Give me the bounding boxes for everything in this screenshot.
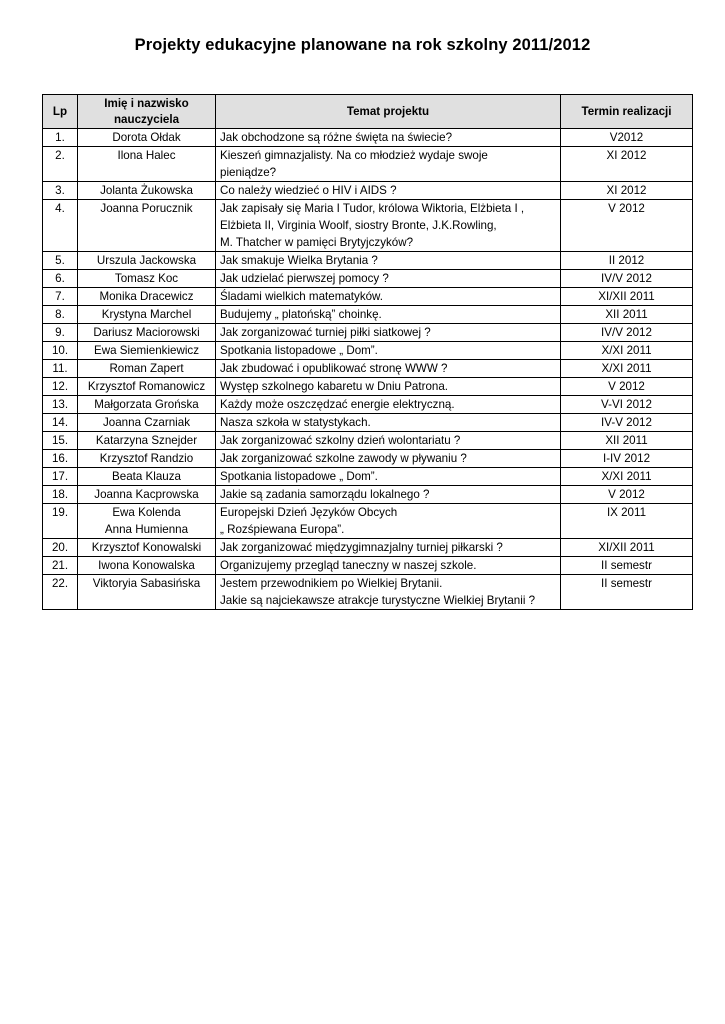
project-topic-line: Jak zorganizować międzygimnazjalny turniej piłkarski ?: [220, 541, 503, 554]
table-row: [43, 129, 693, 147]
header-lp: Lp: [43, 95, 78, 129]
row-number: 3.: [43, 182, 78, 200]
row-number: 20.: [43, 539, 78, 557]
project-topic-line: Jakie są zadania samorządu lokalnego ?: [220, 488, 430, 501]
teacher-name: Joanna Kacprowska: [94, 488, 199, 501]
table-row: [43, 288, 693, 306]
project-topic-cell: [216, 450, 561, 468]
teacher-name-cell: [78, 575, 216, 610]
project-topic-line: Nasza szkoła w statystykach.: [220, 416, 371, 429]
row-number: 2.: [43, 147, 78, 182]
project-topic-cell: [216, 504, 561, 539]
term-cell: XII 2011: [561, 432, 693, 450]
table-row: [43, 414, 693, 432]
row-number: 21.: [43, 557, 78, 575]
teacher-name-cell: [78, 468, 216, 486]
project-topic-line: Jestem przewodnikiem po Wielkiej Brytanii.: [220, 577, 443, 590]
table-row: [43, 504, 693, 539]
project-topic-line: Spotkania listopadowe „ Dom”.: [220, 344, 378, 357]
project-topic-cell: [216, 468, 561, 486]
project-topic-line: Występ szkolnego kabaretu w Dniu Patrona.: [220, 380, 449, 393]
project-topic-cell: [216, 414, 561, 432]
term-cell: IX 2011: [561, 504, 693, 539]
row-number: 14.: [43, 414, 78, 432]
row-number: 7.: [43, 288, 78, 306]
project-topic-cell: [216, 575, 561, 610]
teacher-name: Krystyna Marchel: [101, 308, 192, 321]
project-topic-cell: [216, 557, 561, 575]
project-topic-line: M. Thatcher w pamięci Brytyjczyków?: [220, 236, 414, 249]
project-topic-line: Każdy może oszczędzać energie elektryczną.: [220, 398, 455, 411]
teacher-name-cell: [78, 486, 216, 504]
project-topic-cell: [216, 252, 561, 270]
header-project-topic: Temat projektu: [216, 95, 561, 129]
page-title: Projekty edukacyjne planowane na rok szkolny 2011/2012: [134, 36, 591, 54]
teacher-name: Ewa Siemienkiewicz: [93, 344, 200, 357]
row-number: 6.: [43, 270, 78, 288]
teacher-name: Katarzyna Sznejder: [95, 434, 198, 447]
teacher-name: Urszula Jackowska: [96, 254, 197, 267]
table-row: [43, 324, 693, 342]
term-cell: XI 2012: [561, 182, 693, 200]
row-number: 15.: [43, 432, 78, 450]
row-number: 12.: [43, 378, 78, 396]
teacher-name: Ilona Halec: [117, 149, 176, 162]
term-cell: V-VI 2012: [561, 396, 693, 414]
teacher-name: Jolanta Żukowska: [100, 184, 193, 197]
table-row: [43, 557, 693, 575]
teacher-name-cell: [78, 378, 216, 396]
teacher-name-cell: [78, 557, 216, 575]
term-cell: IV-V 2012: [561, 414, 693, 432]
term-cell: IV/V 2012: [561, 270, 693, 288]
teacher-name: Viktoryia Sabasińska: [92, 577, 201, 590]
term-cell: X/XI 2011: [561, 360, 693, 378]
row-number: 16.: [43, 450, 78, 468]
row-number: 9.: [43, 324, 78, 342]
term-cell: X/XI 2011: [561, 468, 693, 486]
term-cell: X/XI 2011: [561, 342, 693, 360]
table-body: [43, 129, 693, 610]
table-row: [43, 486, 693, 504]
project-topic-line: Jak obchodzone są różne święta na świecie?: [220, 131, 453, 144]
teacher-name-cell: [78, 414, 216, 432]
teacher-name: Krzysztof Randzio: [99, 452, 194, 465]
project-topic-line: Jak udzielać pierwszej pomocy ?: [220, 272, 389, 285]
teacher-name-cell: [78, 270, 216, 288]
project-topic-line: Kieszeń gimnazjalisty. Na co młodzież wydaje swoje: [220, 149, 488, 162]
teacher-name: Joanna Czarniak: [102, 416, 190, 429]
project-topic-line: Jakie są najciekawsze atrakcje turystyczne Wielkiej Brytanii ?: [220, 594, 536, 607]
row-number: 4.: [43, 200, 78, 252]
teacher-name-cell: [78, 129, 216, 147]
project-topic-cell: [216, 486, 561, 504]
row-number: 8.: [43, 306, 78, 324]
teacher-name-cell: [78, 182, 216, 200]
project-topic-line: Jak smakuje Wielka Brytania ?: [220, 254, 378, 267]
row-number: 19.: [43, 504, 78, 539]
term-cell: II semestr: [561, 575, 693, 610]
teacher-name-cell: [78, 252, 216, 270]
project-topic-line: Elżbieta II, Virginia Woolf, siostry Bronte, J.K.Rowling,: [220, 219, 497, 232]
row-number: 5.: [43, 252, 78, 270]
project-topic-cell: [216, 378, 561, 396]
term-cell: XII 2011: [561, 306, 693, 324]
project-topic-line: „ Rozśpiewana Europa”.: [220, 523, 345, 536]
term-cell: XI/XII 2011: [561, 288, 693, 306]
term-cell: V 2012: [561, 486, 693, 504]
row-number: 10.: [43, 342, 78, 360]
project-topic-cell: [216, 324, 561, 342]
project-topic-cell: [216, 270, 561, 288]
row-number: 17.: [43, 468, 78, 486]
teacher-name: Anna Humienna: [104, 523, 189, 536]
term-cell: IV/V 2012: [561, 324, 693, 342]
project-topic-cell: [216, 360, 561, 378]
project-topic-cell: [216, 288, 561, 306]
table-row: [43, 252, 693, 270]
table-row: [43, 575, 693, 610]
row-number: 22.: [43, 575, 78, 610]
project-topic-line: Śladami wielkich matematyków.: [220, 290, 384, 303]
project-topic-line: pieniądze?: [220, 166, 277, 179]
term-cell: II 2012: [561, 252, 693, 270]
teacher-name: Krzysztof Konowalski: [91, 541, 202, 554]
teacher-name-cell: [78, 504, 216, 539]
term-cell: XI/XII 2011: [561, 539, 693, 557]
teacher-name: Monika Dracewicz: [99, 290, 194, 303]
teacher-name-cell: [78, 324, 216, 342]
table-row: [43, 360, 693, 378]
teacher-name: Roman Zapert: [109, 362, 184, 375]
project-topic-cell: [216, 182, 561, 200]
term-cell: II semestr: [561, 557, 693, 575]
teacher-name-cell: [78, 288, 216, 306]
teacher-name-cell: [78, 200, 216, 252]
teacher-name: Beata Klauza: [112, 470, 181, 483]
teacher-name: Dorota Ołdak: [112, 131, 181, 144]
project-topic-line: Jak zbudować i opublikować stronę WWW ?: [220, 362, 448, 375]
teacher-name-cell: [78, 396, 216, 414]
project-topic-cell: [216, 306, 561, 324]
teacher-name-cell: [78, 539, 216, 557]
teacher-name: Ewa Kolenda: [112, 506, 181, 519]
teacher-name-cell: [78, 306, 216, 324]
project-topic-cell: [216, 147, 561, 182]
teacher-name: Tomasz Koc: [114, 272, 179, 285]
project-topic-line: Budujemy „ platońską” choinkę.: [220, 308, 382, 321]
teacher-name: Joanna Porucznik: [100, 202, 193, 215]
term-cell: V 2012: [561, 378, 693, 396]
project-topic-cell: [216, 200, 561, 252]
project-topic-line: Organizujemy przegląd taneczny w naszej szkole.: [220, 559, 477, 572]
project-topic-line: Jak zapisały się Maria I Tudor, królowa Wiktoria, Elżbieta I ,: [220, 202, 525, 215]
project-topic-line: Co należy wiedzieć o HIV i AIDS ?: [220, 184, 397, 197]
table-header-row: [43, 95, 693, 129]
teacher-name-cell: [78, 147, 216, 182]
project-topic-line: Jak zorganizować szkolny dzień wolontariatu ?: [220, 434, 461, 447]
term-cell: V2012: [561, 129, 693, 147]
table-row: [43, 450, 693, 468]
table-row: [43, 182, 693, 200]
header-teacher-name: Imię i nazwisko nauczyciela: [78, 95, 216, 129]
term-cell: I-IV 2012: [561, 450, 693, 468]
header-term: Termin realizacji: [561, 95, 693, 129]
table-row: [43, 468, 693, 486]
project-topic-line: Spotkania listopadowe „ Dom”.: [220, 470, 378, 483]
teacher-name-cell: [78, 450, 216, 468]
project-topic-cell: [216, 432, 561, 450]
table-row: [43, 432, 693, 450]
teacher-name: Dariusz Maciorowski: [93, 326, 200, 339]
row-number: 11.: [43, 360, 78, 378]
teacher-name-cell: [78, 360, 216, 378]
project-topic-line: Jak zorganizować szkolne zawody w pływaniu ?: [220, 452, 467, 465]
row-number: 13.: [43, 396, 78, 414]
row-number: 18.: [43, 486, 78, 504]
projects-table: [42, 94, 693, 610]
project-topic-cell: [216, 539, 561, 557]
project-topic-cell: [216, 129, 561, 147]
teacher-name: Krzysztof Romanowicz: [87, 380, 206, 393]
table-row: [43, 270, 693, 288]
project-topic-line: Jak zorganizować turniej piłki siatkowej ?: [220, 326, 431, 339]
project-topic-cell: [216, 342, 561, 360]
table-row: [43, 147, 693, 182]
teacher-name-cell: [78, 342, 216, 360]
term-cell: V 2012: [561, 200, 693, 252]
project-topic-line: Europejski Dzień Języków Obcych: [220, 506, 398, 519]
table-row: [43, 539, 693, 557]
teacher-name-cell: [78, 432, 216, 450]
table-row: [43, 342, 693, 360]
row-number: 1.: [43, 129, 78, 147]
teacher-name: Iwona Konowalska: [98, 559, 195, 572]
table-row: [43, 306, 693, 324]
table-row: [43, 200, 693, 252]
teacher-name: Małgorzata Grońska: [94, 398, 199, 411]
project-topic-cell: [216, 396, 561, 414]
term-cell: XI 2012: [561, 147, 693, 182]
table-row: [43, 396, 693, 414]
table-row: [43, 378, 693, 396]
